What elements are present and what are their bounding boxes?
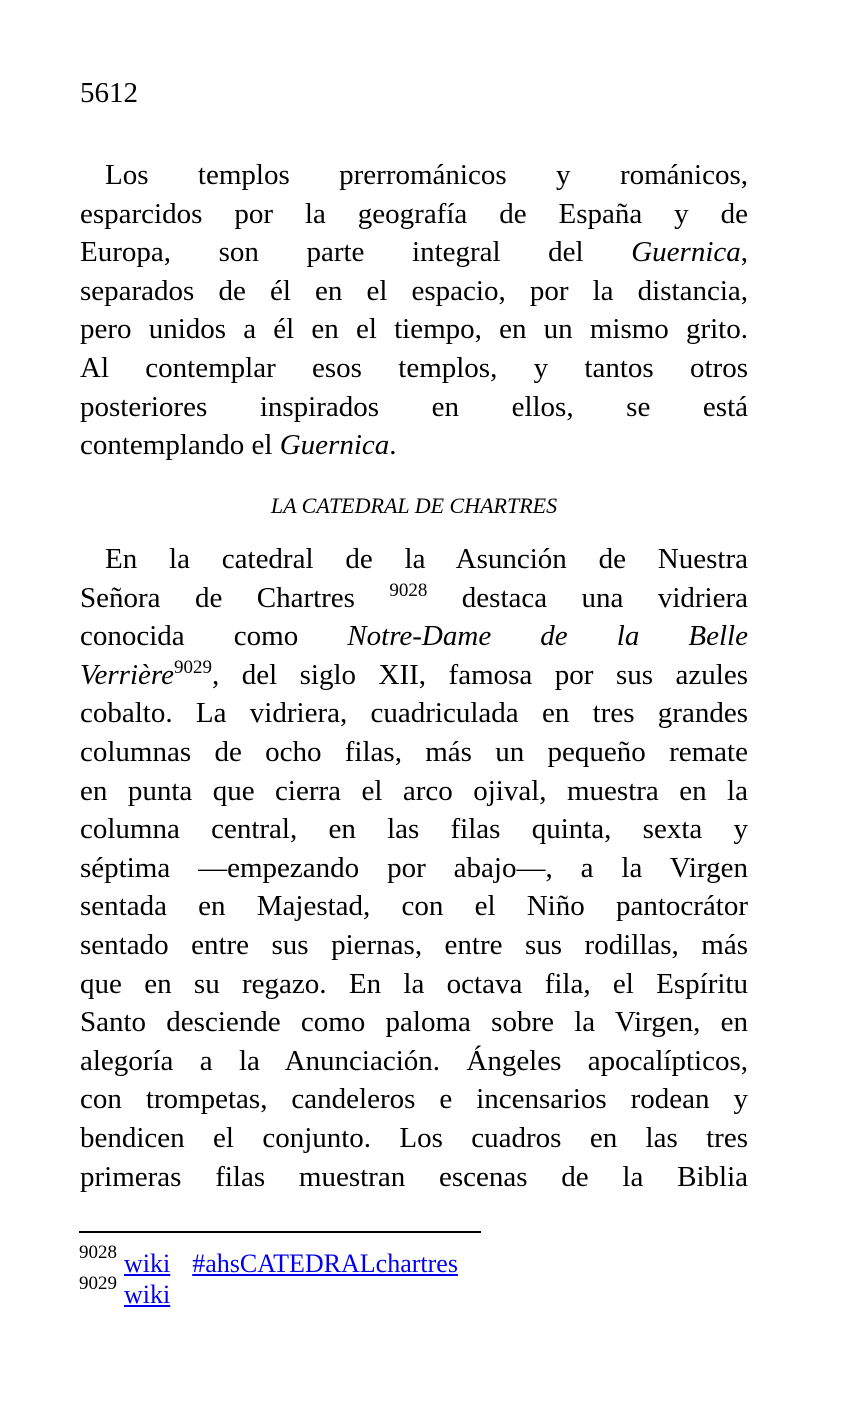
text-run: séptima —empezando por abajo—, a la Virgen: [80, 851, 748, 884]
italic-text: Guernica: [631, 236, 741, 269]
italic-text: Guernica: [279, 429, 390, 462]
footnote-row: [79, 1242, 458, 1279]
footnote-reference: 9028: [389, 579, 428, 601]
text-run: con trompetas, candeleros e incensarios rodean y: [80, 1083, 748, 1116]
text-run: Al contemplar esos templos, y tantos otros: [80, 351, 748, 384]
italic-text: Verrière: [80, 658, 174, 691]
footnote-separator-rule: [79, 1231, 481, 1233]
text-run: sentada en Majestad, con el Niño pantocrátor: [80, 890, 748, 923]
text-run: destaca una vidriera: [427, 581, 748, 614]
text-line: [80, 617, 748, 656]
text-line: [80, 810, 748, 849]
text-line: [80, 272, 748, 311]
italic-text: Notre-Dame de la Belle: [347, 620, 748, 653]
text-run: posteriores inspirados en ellos, se está: [80, 390, 748, 423]
text-line: [80, 965, 748, 1004]
text-line: [80, 733, 748, 772]
paragraph-catedral-chartres: [80, 540, 748, 1196]
page-number: 5612: [80, 77, 138, 109]
text-line: [80, 426, 748, 465]
text-line: [80, 656, 748, 695]
text-run: cobalto. La vidriera, cuadriculada en tres grandes: [80, 697, 748, 730]
text-line: [80, 1080, 748, 1119]
text-line: [80, 1042, 748, 1081]
text-run: conocida como: [80, 620, 348, 653]
footnote-link[interactable]: wiki: [124, 1249, 171, 1278]
section-heading: LA CATEDRAL DE CHARTRES: [270, 493, 558, 518]
text-run: que en su regazo. En la octava fila, el Espíritu: [80, 967, 748, 1000]
text-line: [80, 694, 748, 733]
text-run: , del siglo XII, famosa por sus azules: [211, 658, 748, 691]
text-run: Los templos prerrománicos y románicos,: [105, 159, 748, 191]
footnote-reference: 9029: [173, 656, 212, 678]
text-run: Santo desciende como paloma sobre la Virgen, en: [80, 1006, 748, 1039]
text-run: Señora de Chartres: [80, 581, 390, 614]
text-run: bendicen el conjunto. Los cuadros en las tres: [80, 1121, 748, 1154]
text-line: [80, 310, 748, 349]
text-line: [80, 579, 748, 618]
text-line: [80, 1003, 748, 1042]
text-line: [80, 926, 748, 965]
text-run: Europa, son parte integral del: [80, 236, 632, 269]
text-line: [80, 195, 748, 234]
text-line: [80, 233, 748, 272]
text-line: [80, 1158, 748, 1197]
footnotes: [79, 1242, 458, 1310]
text-run: en punta que cierra el arco ojival, muestra en la: [80, 774, 748, 807]
text-line: [80, 156, 748, 195]
paragraph-guernica-templos: [80, 156, 748, 465]
text-line: [80, 388, 748, 427]
text-run: .: [389, 429, 397, 462]
text-run: sentado entre sus piernas, entre sus rodillas, más: [80, 928, 748, 961]
text-line: [80, 849, 748, 888]
text-run: columna central, en las filas quinta, sexta y: [80, 813, 748, 846]
text-run: En la catedral de la Asunción de Nuestra: [105, 543, 748, 575]
footnote-row: [79, 1273, 458, 1310]
footnote-number: 9029: [79, 1273, 117, 1294]
text-run: contemplando el: [80, 429, 280, 462]
text-run: separados de él en el espacio, por la distancia,: [80, 274, 748, 307]
text-run: columnas de ocho filas, más un pequeño remate: [80, 735, 748, 768]
footnote-number: 9028: [79, 1242, 117, 1263]
text-line: [80, 772, 748, 811]
footnote-link[interactable]: #ahsCATEDRALchartres: [192, 1249, 458, 1278]
text-run: primeras filas muestran escenas de la Biblia: [80, 1160, 748, 1193]
text-run: alegoría a la Anunciación. Ángeles apocalípticos,: [80, 1044, 748, 1077]
text-line: [80, 349, 748, 388]
text-run: esparcidos por la geografía de España y de: [80, 197, 748, 230]
text-line: [80, 1119, 748, 1158]
text-run: pero unidos a él en el tiempo, en un mismo grito.: [80, 313, 748, 346]
text-line: [80, 887, 748, 926]
footnote-link[interactable]: wiki: [124, 1280, 171, 1309]
text-run: ,: [740, 236, 748, 269]
text-line: [80, 540, 748, 579]
